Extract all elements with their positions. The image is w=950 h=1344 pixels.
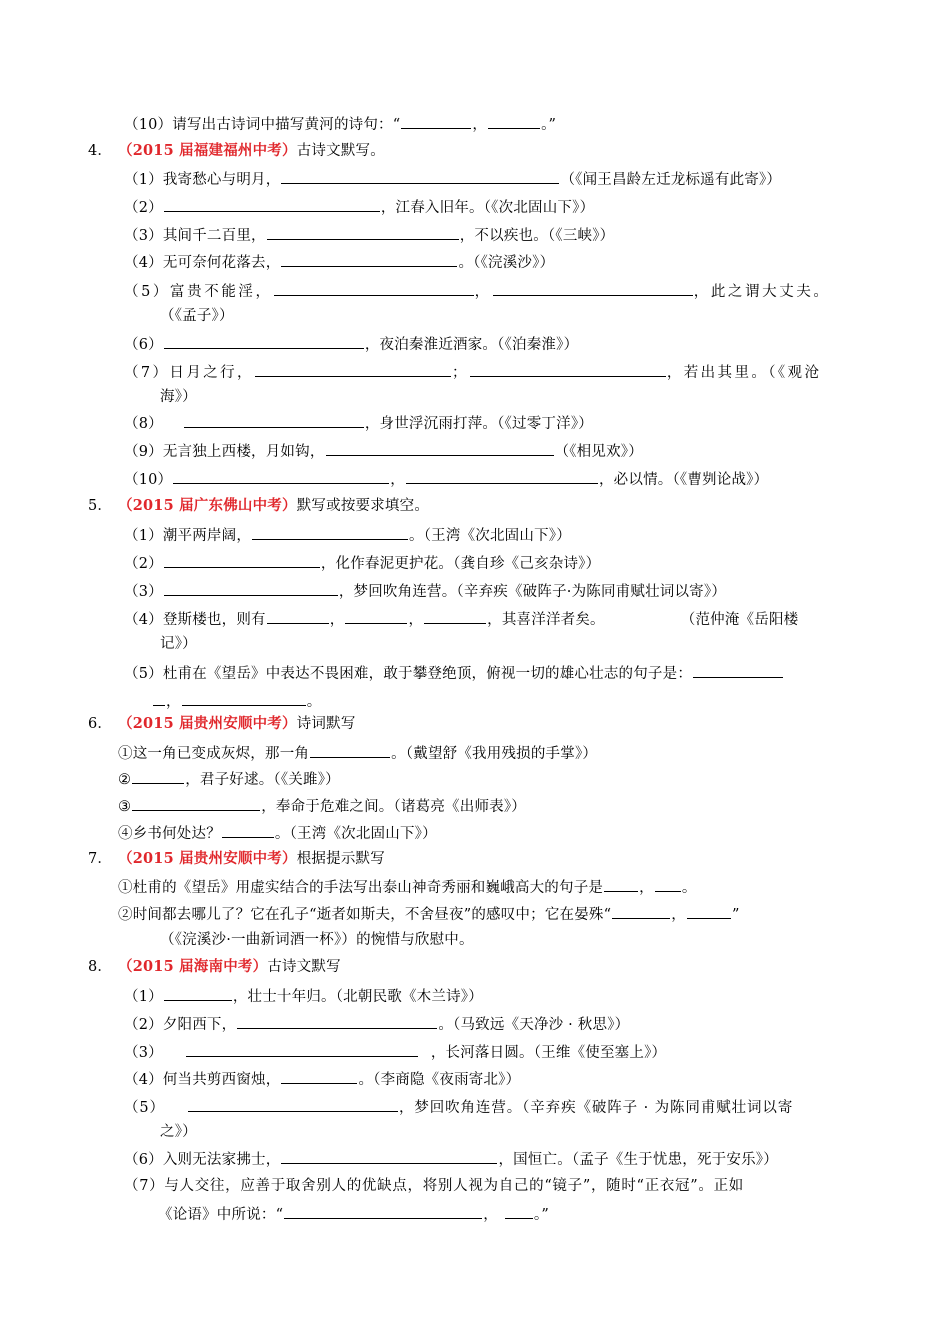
question-line: （2）夕阳西下， 。（马致远《天净沙 · 秋思》）: [124, 1013, 629, 1035]
answer-blank[interactable]: [237, 1013, 437, 1029]
answer-blank[interactable]: [186, 1041, 418, 1057]
answer-blank[interactable]: [488, 113, 540, 129]
answer-blank[interactable]: [284, 1203, 482, 1219]
answer-blank[interactable]: [281, 251, 457, 267]
answer-blank[interactable]: [310, 742, 390, 758]
question-line: （9）无言独上西楼，月如钩， （《相见欢》）: [124, 440, 643, 462]
section-heading: 6． （2015 届贵州安顺中考）诗词默写: [88, 715, 356, 732]
question-line-cont: ， 。: [152, 690, 321, 712]
answer-blank[interactable]: [281, 1148, 497, 1164]
answer-blank[interactable]: [345, 608, 407, 624]
question-line: ④乡书何处达？ 。（王湾《次北固山下》）: [118, 822, 437, 844]
question-line: （2） ，江春入旧年。（《次北固山下》）: [124, 196, 594, 218]
question-line-cont: （《浣溪沙·一曲新词酒一杯》）的惋惜与欣慰中。: [160, 932, 474, 948]
question-line: （6）入则无法家拂士， ，国恒亡。（孟子《生于忧患，死于安乐》）: [124, 1148, 778, 1170]
answer-blank[interactable]: [222, 822, 274, 838]
exam-source: （2015 届海南中考）: [118, 958, 268, 975]
answer-blank[interactable]: [693, 662, 783, 678]
exam-source: （2015 届福建福州中考）: [118, 142, 297, 159]
answer-blank[interactable]: [470, 361, 666, 377]
answer-blank[interactable]: [281, 168, 559, 184]
answer-blank[interactable]: [604, 876, 638, 892]
question-line: ①杜甫的《望岳》用虚实结合的手法写出泰山神奇秀丽和巍峨高大的句子是 ， 。: [118, 876, 697, 898]
question-line: （1）潮平两岸阔， 。（王湾《次北固山下》）: [124, 524, 571, 546]
answer-blank[interactable]: [132, 768, 184, 784]
exam-source: （2015 届贵州安顺中考）: [118, 715, 297, 732]
answer-blank[interactable]: [326, 440, 554, 456]
question-line: （10）请写出古诗词中描写黄河的诗句：“ ， 。”: [124, 113, 556, 135]
answer-blank[interactable]: [164, 196, 380, 212]
answer-blank[interactable]: [267, 224, 459, 240]
section-heading: 7． （2015 届贵州安顺中考）根据提示默写: [88, 850, 385, 867]
answer-blank[interactable]: [164, 333, 364, 349]
answer-blank[interactable]: [153, 690, 165, 706]
question-line: （7）日月之行， ； ，若出其里。（《观沧: [124, 361, 821, 383]
question-line: （5） ，梦回吹角连营。（辛弃疾《破阵子 · 为陈同甫赋壮词以寄: [124, 1096, 793, 1118]
answer-blank[interactable]: [132, 795, 260, 811]
question-line: （5）杜甫在《望岳》中表达不畏困难，敢于攀登绝顶，俯视一切的雄心壮志的句子是：: [124, 662, 784, 684]
question-line: （5）富贵不能淫， ， ，此之谓大丈夫。: [124, 280, 831, 302]
question-line: （3） ，梦回吹角连营。（辛弃疾《破阵子·为陈同甫赋壮词以寄》）: [124, 580, 726, 602]
question-line-cont: 之》）: [160, 1124, 197, 1140]
question-line: （3）其间千二百里， ，不以疾也。（《三峡》）: [124, 224, 614, 246]
question-line: ①这一角已变成灰烬，那一角 。（戴望舒《我用残损的手掌》）: [118, 742, 597, 764]
question-line: （10） ， ，必以情。（《曹刿论战》）: [124, 468, 768, 490]
answer-blank[interactable]: [274, 280, 474, 296]
answer-blank[interactable]: [164, 552, 320, 568]
question-line: （6） ，夜泊秦淮近酒家。（《泊秦淮》）: [124, 333, 578, 355]
section-heading: 4． （2015 届福建福州中考）古诗文默写。: [88, 142, 385, 159]
question-line: （1）我寄愁心与明月， （《闻王昌龄左迁龙标遥有此寄》）: [124, 168, 781, 190]
answer-blank[interactable]: [164, 985, 232, 1001]
answer-blank[interactable]: [612, 903, 670, 919]
answer-blank[interactable]: [252, 524, 408, 540]
answer-blank[interactable]: [281, 1068, 357, 1084]
answer-blank[interactable]: [184, 412, 364, 428]
exam-source: （2015 届贵州安顺中考）: [118, 850, 297, 867]
question-line: （8） ，身世浮沉雨打萍。（《过零丁洋》）: [124, 412, 593, 434]
question-line: （3） ，长河落日圆。（王维《使至塞上》）: [124, 1041, 666, 1063]
answer-blank[interactable]: [188, 1096, 398, 1112]
question-line-cont: 记》）: [160, 636, 197, 652]
answer-blank[interactable]: [505, 1203, 533, 1219]
question-line-cont: 《论语》中所说：“ ， 。”: [158, 1203, 549, 1225]
question-line: （1） ，壮士十年归。（北朝民歌《木兰诗》）: [124, 985, 483, 1007]
answer-blank[interactable]: [173, 468, 389, 484]
answer-blank[interactable]: [655, 876, 681, 892]
question-line: （4）无可奈何花落去， 。（《浣溪沙》）: [124, 251, 554, 273]
question-line: （4）登斯楼也，则有 ， ， ，其喜洋洋者矣。 （范仲淹《岳阳楼: [124, 608, 798, 630]
question-line-cont: 海》）: [160, 389, 197, 405]
exam-source: （2015 届广东佛山中考）: [118, 497, 297, 514]
answer-blank[interactable]: [182, 690, 306, 706]
answer-blank[interactable]: [406, 468, 598, 484]
answer-blank[interactable]: [424, 608, 486, 624]
answer-blank[interactable]: [164, 580, 338, 596]
question-line: ③ ，奉命于危难之间。（诸葛亮《出师表》）: [118, 795, 526, 817]
question-line: ②时间都去哪儿了？它在孔子“逝者如斯夫，不舍昼夜”的感叹中；它在晏殊“ ， ”: [118, 903, 740, 925]
question-line: （7）与人交往，应善于取舍别人的优缺点，将别人视为自己的“镜子”，随时“正衣冠”。正如: [124, 1178, 744, 1194]
answer-blank[interactable]: [267, 608, 329, 624]
question-line: ② ，君子好逑。（《关雎》）: [118, 768, 340, 790]
question-line-cont: （《孟子》）: [160, 308, 234, 324]
answer-blank[interactable]: [255, 361, 451, 377]
section-heading: 5． （2015 届广东佛山中考）默写或按要求填空。: [88, 497, 430, 514]
section-heading: 8． （2015 届海南中考）古诗文默写: [88, 958, 341, 975]
question-line: （4）何当共剪西窗烛， 。（李商隐《夜雨寄北》）: [124, 1068, 520, 1090]
answer-blank[interactable]: [687, 903, 731, 919]
answer-blank[interactable]: [493, 280, 693, 296]
answer-blank[interactable]: [401, 113, 471, 129]
question-line: （2） ，化作春泥更护花。（龚自珍《己亥杂诗》）: [124, 552, 600, 574]
